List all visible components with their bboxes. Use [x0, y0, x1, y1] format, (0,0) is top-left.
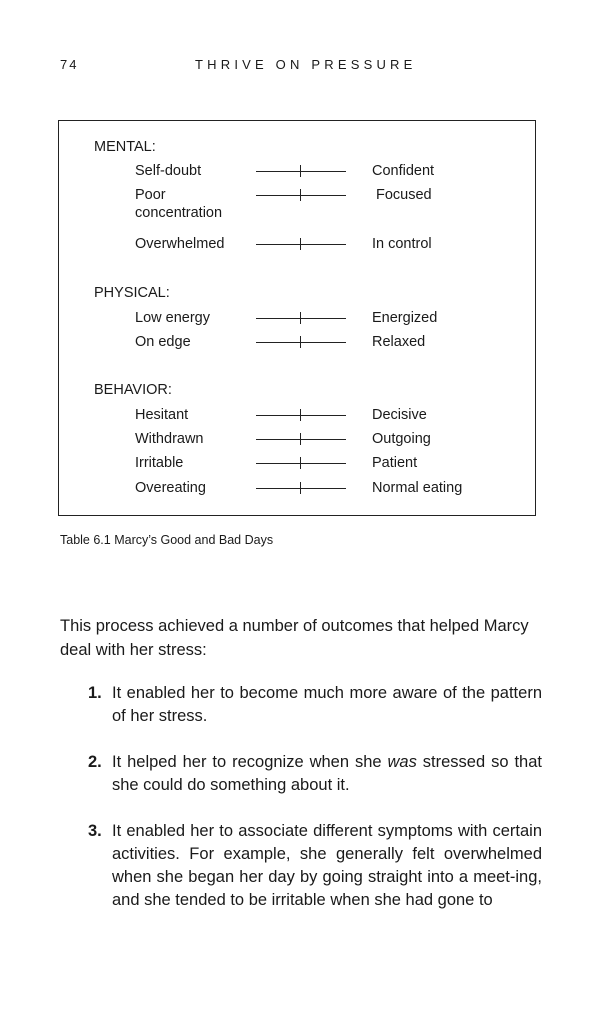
rating-scale	[256, 430, 346, 448]
row-left-label: Overwhelmed	[135, 236, 225, 252]
row-right-label: Normal eating	[372, 480, 463, 496]
rating-scale	[256, 454, 346, 472]
list-text: It helped her to recognize when she was stressed so that she could do something about it.	[112, 753, 542, 794]
row-left-label: Hesitant	[135, 407, 189, 423]
row-right-label: Outgoing	[372, 431, 431, 447]
row-left-label: Self-doubt	[135, 163, 202, 179]
list-number: 2.	[88, 753, 102, 771]
row-left-label: Low energy	[135, 310, 210, 326]
row-right-label: Decisive	[372, 407, 427, 423]
rating-scale	[256, 479, 346, 497]
list-text: It enabled her to associate different symptoms with certain activities. For example, she generally felt overwhelmed when she began her day by going straight into a meet-ing, and she tended to be irritable when she had gone to	[112, 822, 542, 909]
row-left-label: Poor concentration	[135, 187, 223, 221]
row-left-label: On edge	[135, 334, 191, 350]
list-text: It enabled her to become much more aware of the pattern of her stress.	[112, 684, 542, 725]
section-title-physical: PHYSICAL:	[94, 285, 170, 301]
list-number: 1.	[88, 684, 102, 702]
symptoms-table	[58, 120, 536, 516]
row-left-label: Overeating	[135, 480, 206, 496]
page-number: 74	[60, 57, 79, 72]
section-title-mental: MENTAL:	[94, 139, 156, 155]
row-right-label: Relaxed	[372, 334, 426, 350]
row-right-label: Energized	[372, 310, 438, 326]
table-caption: Table 6.1 Marcy’s Good and Bad Days	[60, 533, 274, 547]
row-right-label: Confident	[372, 163, 435, 179]
rating-scale	[256, 235, 346, 253]
rating-scale	[256, 162, 346, 180]
emphasis-text: was	[387, 753, 417, 771]
rating-scale	[256, 186, 346, 204]
rating-scale	[256, 406, 346, 424]
rating-scale	[256, 309, 346, 327]
intro-paragraph: This process achieved a number of outcomes that helped Marcy deal with her stress:	[60, 617, 529, 659]
list-number: 3.	[88, 822, 102, 840]
running-head: THRIVE ON PRESSURE	[195, 57, 417, 72]
row-right-label: In control	[372, 236, 432, 252]
row-left-label: Irritable	[135, 455, 184, 471]
row-right-label: Focused	[376, 187, 432, 203]
rating-scale	[256, 333, 346, 351]
section-title-behavior: BEHAVIOR:	[94, 382, 172, 398]
page-header	[0, 57, 600, 73]
row-left-label: Withdrawn	[135, 431, 204, 447]
row-right-label: Patient	[372, 455, 418, 471]
